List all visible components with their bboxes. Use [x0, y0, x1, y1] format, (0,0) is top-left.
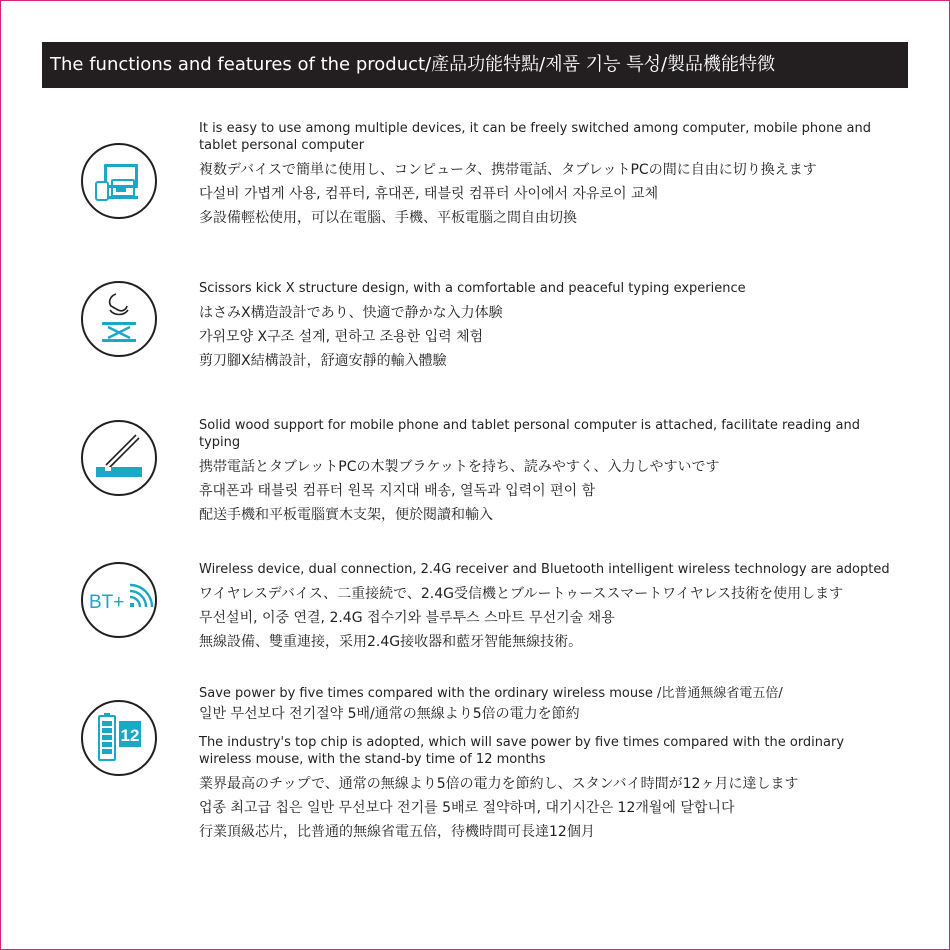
feature-japanese: 携帯電話とタブレットPCの木製ブラケットを持ち、読みやすく、入力しやすいです — [199, 459, 720, 475]
bluetooth-wireless-icon — [80, 561, 158, 639]
feature-korean-japanese: 일반 무선보다 전기절약 5배/通常の無線より5倍の電力を節約 — [199, 706, 580, 722]
feature-english: It is easy to use among multiple devices, it can be freely switched among computer, mobile phone and tablet personal computer — [199, 121, 871, 153]
feature-korean: 가위모양 X구조 설계, 편하고 조용한 입력 체험 — [199, 329, 484, 345]
feature-japanese: 複数デバイスで簡単に使用し、コンピュータ、携帯電話、タブレットPCの間に自由に切り換えます — [199, 162, 817, 178]
feature-japanese: ワイヤレスデバイス、二重接続で、2.4G受信機とブルートゥーススマートワイヤレス技術を使用します — [199, 586, 844, 602]
feature-text — [199, 685, 899, 844]
feature-chinese: 配送手機和平板電腦實木支架，便於閱讀和輸入 — [199, 507, 493, 523]
feature-text — [199, 561, 899, 654]
feature-text — [199, 120, 899, 230]
battery-icon — [80, 699, 158, 777]
feature-english: Save power by five times compared with the ordinary wireless mouse /比普通無線省電五倍/ — [199, 686, 783, 701]
svg-text:12: 12 — [120, 726, 140, 745]
feature-korean: 업종 최고급 칩은 일반 무선보다 전기를 5배로 절약하며, 대기시간은 12개월에 달합니다 — [199, 800, 735, 816]
feature-text — [199, 417, 899, 527]
feature-korean: 다설비 가볍게 사용, 컴퓨터, 휴대폰, 태블릿 컴퓨터 사이에서 자유로이 교체 — [199, 186, 659, 202]
feature-chinese: 剪刀腳X結構設計，舒適安靜的輸入體驗 — [199, 353, 447, 369]
feature-text — [199, 280, 899, 373]
feature-korean: 휴대폰과 태블릿 컴퓨터 원목 지지대 배송, 열독과 입력이 편이 함 — [199, 483, 596, 499]
feature-english-detail: The industry's top chip is adopted, which will save power by five times compared with the ordinary wireless mouse, with the stand-by time of 12 months — [199, 735, 845, 767]
page-title: The functions and features of the product/產品功能特點/제품 기능 특성/製品機能特徴 — [42, 42, 908, 88]
feature-chinese: 無線設備、雙重連接，采用2.4G接收器和藍牙智能無線技術。 — [199, 634, 583, 650]
devices-icon — [80, 142, 158, 220]
feature-japanese: 業界最高のチップで、通常の無線より5倍の電力を節約し、スタンバイ時間が12ヶ月に達します — [199, 776, 799, 792]
feature-english: Solid wood support for mobile phone and tablet personal computer is attached, facilitate reading and typing — [199, 418, 861, 450]
feature-english: Wireless device, dual connection, 2.4G receiver and Bluetooth intelligent wireless technology are adopted — [199, 562, 890, 577]
stand-slot-icon — [80, 419, 158, 497]
feature-japanese: はさみX構造設計であり、快適で静かな入力体験 — [199, 305, 503, 321]
svg-text:BT+: BT+ — [89, 592, 125, 613]
feature-chinese: 多設備輕松使用，可以在電腦、手機、平板電腦之間自由切換 — [199, 210, 577, 226]
feature-korean: 무선설비, 이중 연결, 2.4G 접수기와 블루투스 스마트 무선기술 채용 — [199, 610, 615, 626]
scissor-key-icon — [80, 280, 158, 358]
feature-english: Scissors kick X structure design, with a comfortable and peaceful typing experience — [199, 281, 746, 296]
feature-chinese: 行業頂級芯片，比普通的無線省電五倍，待機時間可長達12個月 — [199, 824, 595, 840]
